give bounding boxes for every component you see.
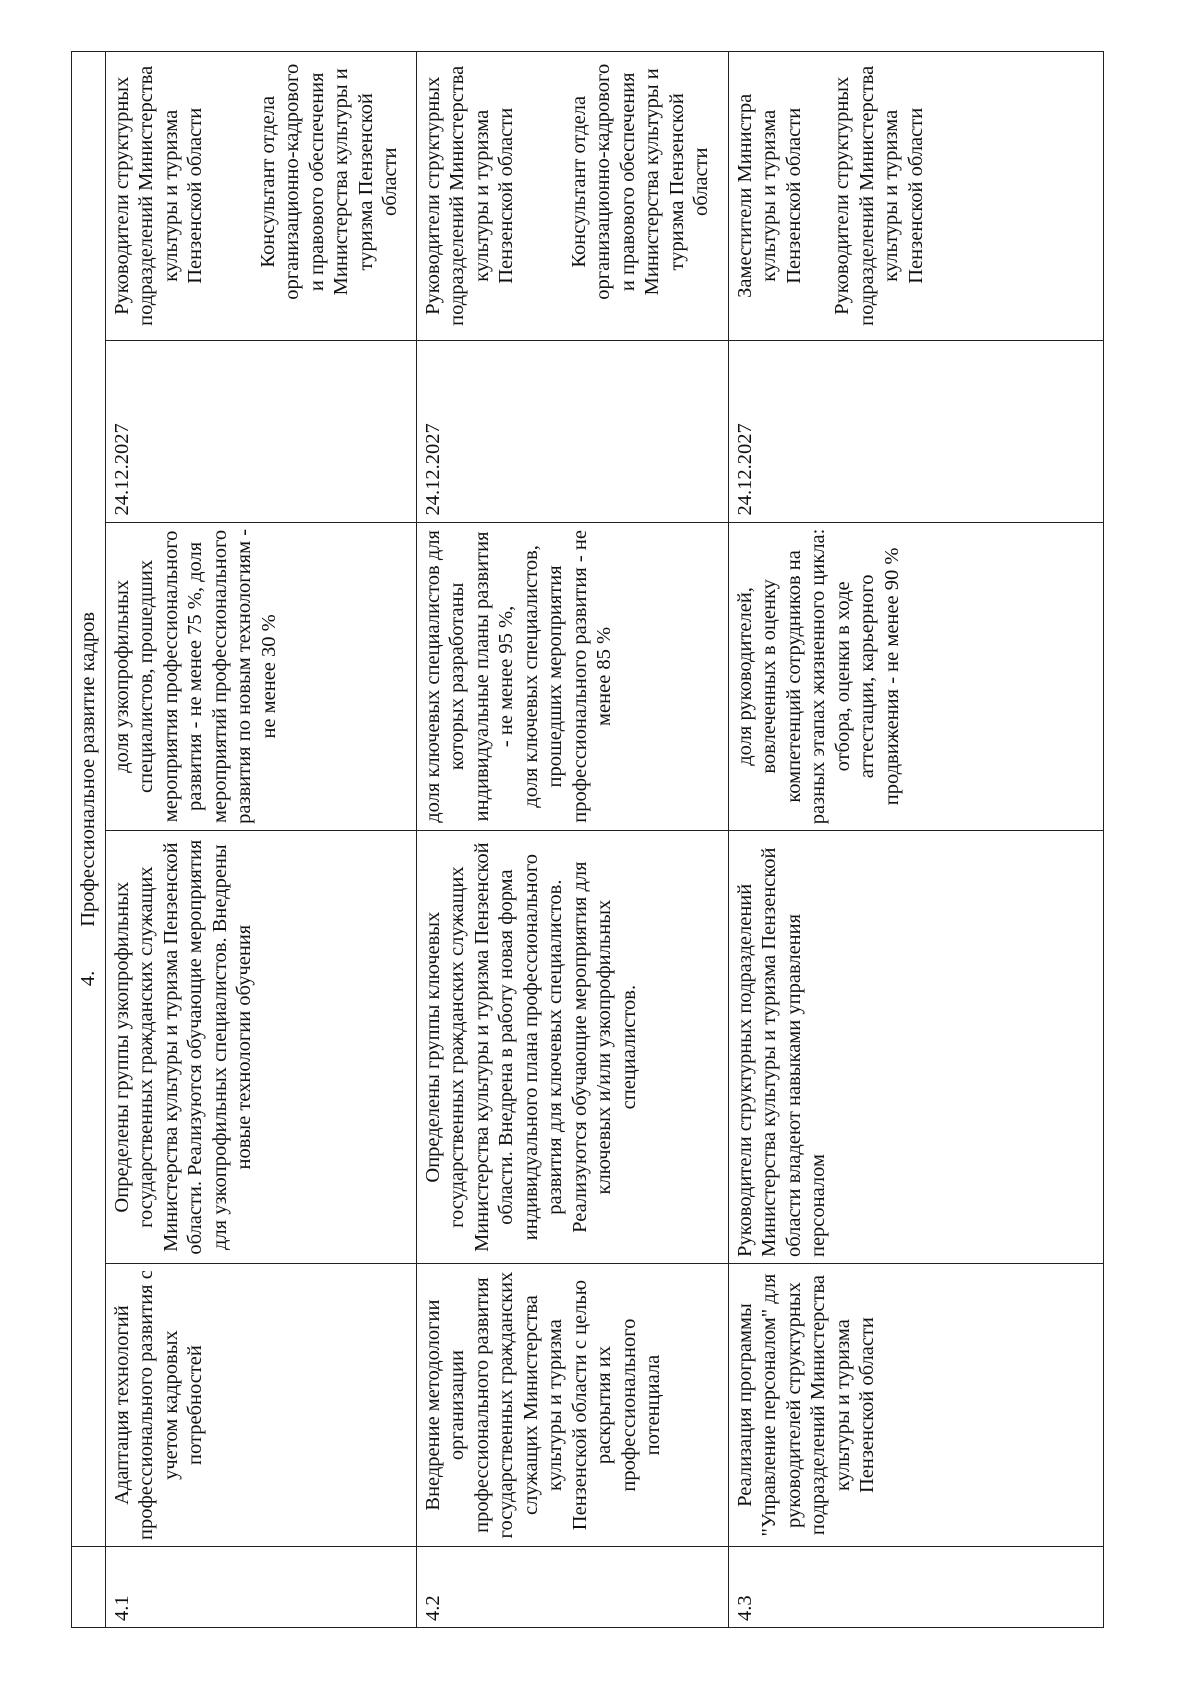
- responsible-cell: [105, 52, 416, 341]
- responsible-text-1: Руководители структурных подразделений Министерства культуры и туризма Пензенской области: [110, 65, 206, 326]
- date-cell: 24.12.2027: [105, 340, 416, 522]
- indicator-cell: доля руководителей, вовлеченных в оценку компетенций сотрудников на разных этапах жизненного цикла: отбора, оценки в ходе аттестации, карьерного продвижения - не менее 90 %: [728, 522, 1103, 831]
- section-header-spacer: [72, 1547, 106, 1628]
- task-cell: Реализация программы "Управление персоналом" для руководителей структурных подразделений Министерства культуры и туризма Пензенской области: [728, 1264, 1103, 1547]
- table-row: [105, 52, 416, 1628]
- result-cell: [416, 831, 728, 1264]
- task-cell: Адаптация технологий профессионального развития с учетом кадровых потребностей: [105, 1264, 416, 1547]
- row-number: 4.1: [105, 1547, 416, 1628]
- responsible-text-2: Консультант отдела организационно-кадрового и правового обеспечения Министерства культуры и туризма Пензенской области: [256, 63, 401, 300]
- responsible-cell: [416, 52, 728, 341]
- responsible-text-2: Консультант отдела организационно-кадрового и правового обеспечения Министерства культуры и туризма Пензенской области: [567, 63, 712, 300]
- table-row: [416, 52, 728, 1628]
- row-number: 4.2: [416, 1547, 728, 1628]
- indicator-text-2: доля ключевых специалистов, прошедших мероприятия профессионального развития - не менее 85 %: [519, 530, 615, 823]
- section-header-row: [72, 52, 106, 1628]
- result-cell: Определены группы узкопрофильных государственных гражданских служащих Министерства культуры и туризма Пензенской области. Реализуются обучающие мероприятия для узкопрофильных специалистов. Внедрены новые технологии обучения: [105, 831, 416, 1264]
- result-text-2: Реализуются обучающие мероприятия для ключевых и/или узкопрофильных специалистов.: [568, 861, 640, 1233]
- indicator-cell: доля узкопрофильных специалистов, прошедших мероприятия профессионального развития - не менее 75 %, доля мероприятий профессионального развития по новым технологиям - не менее 30 %: [105, 522, 416, 831]
- responsible-text-1: Заместители Министра культуры и туризма Пензенской области: [733, 93, 805, 298]
- indicator-cell: [416, 522, 728, 831]
- date-cell: 24.12.2027: [416, 340, 728, 522]
- rotated-page-content: [71, 51, 1097, 1628]
- row-number: 4.3: [728, 1547, 1103, 1628]
- result-cell: Руководители структурных подразделений Министерства культуры и туризма Пензенской области владеют навыками управления персоналом: [728, 831, 1103, 1264]
- responsible-text-2: Руководители структурных подразделений Министерства культуры и туризма Пензенской области: [831, 65, 927, 326]
- responsible-cell: [728, 52, 1103, 341]
- responsible-text-1: Руководители структурных подразделений Министерства культуры и туризма Пензенской области: [421, 65, 517, 326]
- table-row: [728, 52, 1103, 1628]
- result-text-1: Определены группы ключевых государственных гражданских служащих Министерства культуры и туризма Пензенской области. Внедрена в работу новая форма индивидуального плана профессионального развития для ключевых специалистов.: [421, 842, 566, 1252]
- action-plan-table: [71, 51, 1104, 1628]
- task-cell: Внедрение методологии организации профессионального развития государственных гражданских служащих Министерства культуры и туризма Пензенской области с целью раскрытия их профессионального потенциала: [416, 1264, 728, 1547]
- indicator-text-1: доля ключевых специалистов для которых разработаны индивидуальные планы развития - не менее 95 %,: [421, 530, 517, 823]
- section-header-cell: [72, 52, 106, 1547]
- date-cell: 24.12.2027: [728, 340, 1103, 522]
- section-title: Профессиональное развитие кадров: [77, 612, 99, 927]
- section-number: 4.: [77, 970, 99, 987]
